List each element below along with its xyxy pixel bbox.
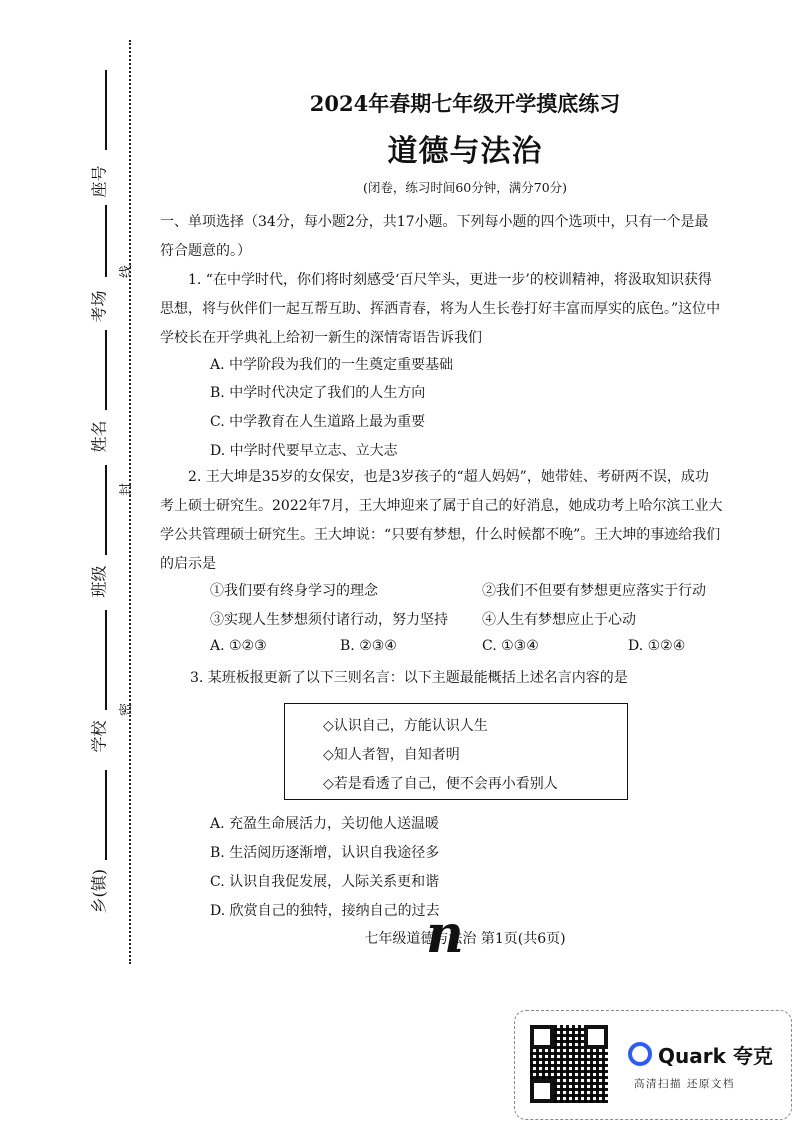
exam-title: 2024年春期七年级开学摸底练习: [309, 91, 621, 116]
quark-tagline: 高清扫描 还原文档: [634, 1078, 735, 1090]
exam-note: (闭卷，练习时间60分钟，满分70分): [362, 180, 568, 195]
q2-option-b[interactable]: B. ②③④: [340, 638, 397, 654]
field-blank-room[interactable]: [105, 205, 107, 277]
q3-option-b[interactable]: B. 生活阅历逐渐增，认识自我途径多: [210, 845, 440, 861]
stem-line: 思想，将与伙伴们一起互帮互助、挥洒青春，将为人生长卷打好丰富而厚实的底色。”这位中: [160, 301, 721, 317]
field-label-school: 学校: [89, 720, 109, 753]
field-blank-name[interactable]: [105, 330, 107, 410]
seal-char-line: 线: [119, 264, 135, 279]
section-heading: [160, 208, 760, 266]
quote-line: ◇知人者智，自知者明: [323, 747, 460, 763]
q2-option-c[interactable]: C. ①③④: [482, 638, 539, 654]
page-footer: 七年级道德与法治 第1页(共6页): [364, 931, 566, 947]
section-heading-line: 符合题意的。）: [160, 243, 251, 259]
quark-brand: Quark 夸克: [658, 1044, 773, 1068]
stem-line: 考上硕士研究生。2022年7月，王大坤迎来了属于自己的好消息，她成功考上哈尔滨工业大: [160, 498, 723, 514]
field-blank-town[interactable]: [105, 770, 107, 860]
quote-line: ◇认识自己，方能认识人生: [323, 718, 488, 734]
quark-logo-icon: [628, 1042, 652, 1066]
question-2-stem: [160, 463, 760, 579]
field-blank-seat[interactable]: [105, 70, 107, 150]
q2-statement-1: ①我们要有终身学习的理念: [210, 583, 378, 599]
q1-option-b[interactable]: B. 中学时代决定了我们的人生方向: [210, 385, 426, 401]
question-3-stem: 3. 某班板报更新了以下三则名言：以下主题最能概括上述名言内容的是: [190, 670, 628, 686]
question-1-stem: [160, 266, 760, 353]
field-blank-school[interactable]: [105, 610, 107, 710]
binding-dotted-line: [129, 40, 131, 964]
q2-option-a[interactable]: A. ①②③: [210, 638, 267, 654]
q2-statement-2: ②我们不但要有梦想更应落实于行动: [482, 583, 706, 599]
q2-statement-3: ③实现人生梦想须付诸行动，努力坚持: [210, 612, 448, 628]
field-label-class: 班级: [89, 565, 109, 598]
field-blank-class[interactable]: [105, 465, 107, 555]
q1-option-c[interactable]: C. 中学教育在人生道路上最为重要: [210, 414, 426, 430]
q3-option-c[interactable]: C. 认识自我促发展，人际关系更和谐: [210, 874, 440, 890]
qr-finder-icon: [530, 1079, 554, 1103]
quote-line: ◇若是看透了自己，便不会再小看别人: [323, 776, 558, 792]
seal-char-seal: 封: [119, 482, 135, 497]
stem-line: 2. 王大坤是35岁的女保安，也是3岁孩子的“超人妈妈”，她带娃、考研两不误，成功: [188, 469, 709, 485]
field-label-seat: 座号: [89, 165, 109, 198]
handwritten-n-mark: n: [426, 904, 464, 965]
q3-option-a[interactable]: A. 充盈生命展活力，关切他人送温暖: [210, 816, 440, 832]
qr-finder-icon: [584, 1025, 608, 1049]
seal-char-secret: 密: [119, 702, 135, 717]
q3-option-d[interactable]: D. 欣赏自己的独特，接纳自己的过去: [210, 903, 440, 919]
stem-line: 的启示是: [160, 556, 216, 572]
stem-line: 学校长在开学典礼上给初一新生的深情寄语告诉我们: [160, 330, 482, 346]
field-label-town: 乡(镇): [89, 869, 109, 914]
q2-statement-4: ④人生有梦想应止于心动: [482, 612, 636, 628]
field-label-room: 考场: [89, 290, 109, 323]
field-label-name: 姓名: [89, 420, 109, 453]
subject-title: 道德与法治: [387, 134, 543, 169]
q2-option-d[interactable]: D. ①②④: [628, 638, 686, 654]
stem-line: 1. “在中学时代，你们将时刻感受‘百尺竿头，更进一步’的校训精神，将汲取知识获得: [188, 272, 712, 288]
qr-finder-icon: [530, 1025, 554, 1049]
stem-line: 学公共管理硕士研究生。王大坤说：“只要有梦想，什么时候都不晚”。王大坤的事迹给我们: [160, 527, 721, 543]
q1-option-a[interactable]: A. 中学阶段为我们的一生奠定重要基础: [210, 357, 454, 373]
section-heading-line: 一、单项选择（34分，每小题2分，共17小题。下列每小题的四个选项中，只有一个是最: [160, 214, 709, 230]
q1-option-d[interactable]: D. 中学时代要早立志、立大志: [210, 443, 398, 459]
